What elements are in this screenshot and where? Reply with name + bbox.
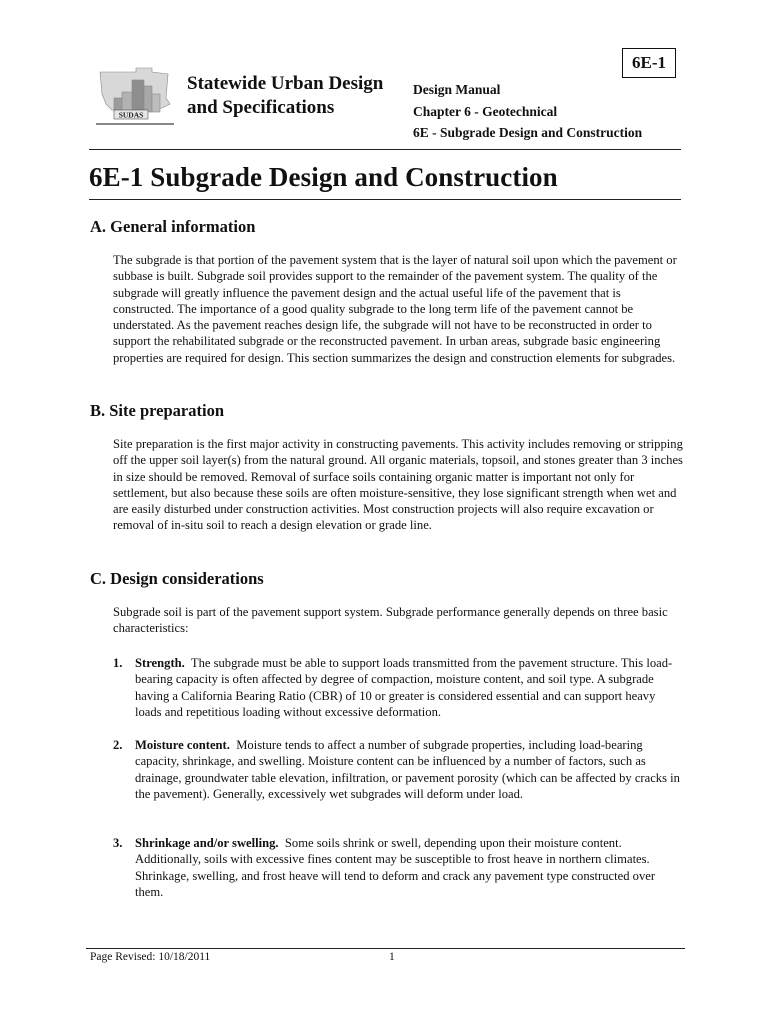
manual-info — [413, 79, 642, 144]
list-item-number: 1. — [113, 656, 123, 670]
section-badge: 6E-1 — [622, 48, 676, 78]
section-b-paragraph: Site preparation is the first major activity in constructing pavements. This activity includes removing or stripping off the upper soil layer(s) from the natural ground. All organic materials, topsoil, and stones greater than 3 inches in size should be removed. Removal of surface soils containing organic matter is important not only for settlement, but also because these soils are often moisture-sensitive, they lose significant strength when wet and are easily disturbed under construction activities. Most construction projects will also require excavation or removal of in-situ soil to reach a design elevation or grade line. — [113, 437, 683, 533]
page-title: 6E-1 Subgrade Design and Construction — [89, 162, 558, 192]
page-revised-date: Page Revised: 10/18/2011 — [90, 951, 211, 963]
list-item-number: 3. — [113, 836, 123, 850]
title-divider — [89, 199, 681, 200]
list-item-number: 2. — [113, 738, 123, 752]
section-a-paragraph: The subgrade is that portion of the pavement system that is the layer of natural soil upon which the pavement or subbase is built. Subgrade soil provides support to the remainder of the pavement system. The quality of the subgrade will greatly influence the pavement design and the actual useful life of the pavement that is constructed. The importance of a good quality subgrade to the long term life of the pavement cannot be understated. As the pavement reaches design life, the subgrade will not have to be reconstructed in order to support the rehabilitated subgrade or the reconstructed pavement. In urban areas, subgrade basic engineering properties are required for design. This section summarizes the design and construction elements for subgrades. — [113, 253, 677, 365]
list-item-text: Some soils shrink or swell, depending upon their moisture content. Additionally, soils with excessive fines content may be susceptible to frost heave in northern climates. Shrinkage, swelling, and frost heave will tend to deform and crack any pavement type constructed over them. — [135, 836, 656, 899]
list-item-term: Strength. — [135, 656, 185, 670]
section-c-heading: C. Design considerations — [90, 569, 264, 588]
list-item-text: Moisture tends to affect a number of subgrade properties, including load-bearing capacity, shrinkage, and swelling. Moisture content can be influenced by a number of factors, such as drainage, groundwater table elevation, infiltration, or pavement porosity (which can be affected by cracks in the pavement). Generally, excessively wet subgrades will deform under load. — [135, 738, 680, 801]
org-title — [187, 72, 383, 120]
sudas-logo — [92, 64, 176, 128]
manual-line3: 6E - Subgrade Design and Construction — [413, 125, 643, 140]
section-b-heading: B. Site preparation — [90, 401, 224, 420]
org-title-line2: and Specifications — [187, 97, 335, 118]
list-item-text: The subgrade must be able to support loads transmitted from the pavement structure. This load-bearing capacity is often affected by degree of compaction, moisture content, and soil type. A subgrade having a California Bearing Ratio (CBR) of 10 or greater is considered essential and can support heavy loads and repetitious loading without excessive deformation. — [135, 656, 673, 719]
logo-text: SUDAS — [118, 110, 144, 120]
page-number: 1 — [389, 951, 395, 963]
header-divider — [89, 149, 681, 150]
section-c-paragraph: Subgrade soil is part of the pavement support system. Subgrade performance generally depends on three basic characteristics: — [113, 605, 668, 636]
city-skyline-graphic — [100, 68, 170, 112]
manual-line2: Chapter 6 - Geotechnical — [413, 103, 558, 119]
footer-divider — [86, 948, 685, 949]
manual-line1: Design Manual — [413, 82, 501, 97]
list-item-term: Shrinkage and/or swelling. — [135, 836, 279, 850]
section-a-heading: A. General information — [90, 217, 256, 236]
org-title-line1: Statewide Urban Design — [187, 73, 384, 94]
list-item-term: Moisture content. — [135, 738, 230, 752]
